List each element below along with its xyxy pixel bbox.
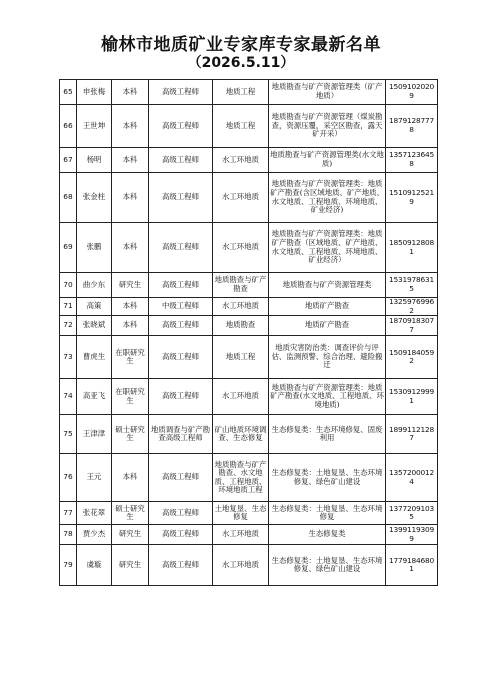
table-row: [60, 173, 438, 223]
education: 本科: [112, 173, 149, 223]
expert-name: 王世坤: [77, 105, 112, 148]
phone-number: 13571236458: [386, 148, 438, 173]
phone-number: 18991121287: [386, 415, 438, 454]
phone-number: 13572000124: [386, 454, 438, 502]
professional-title: 高级工程师: [149, 80, 213, 105]
table-row: [60, 105, 438, 148]
expertise-category: 生态修复类：土地复垦、生态环境修复、绿色矿山建设: [269, 454, 386, 502]
row-number: 71: [60, 298, 77, 316]
specialty-field: 水工环地质: [213, 148, 269, 173]
education: 本科: [112, 80, 149, 105]
table-row: [60, 223, 438, 273]
table-row: [60, 415, 438, 454]
professional-title: 高级工程师: [149, 336, 213, 379]
row-number: 72: [60, 316, 77, 336]
table-row: [60, 273, 438, 298]
page-title: 榆林市地质矿业专家库专家最新名单: [101, 35, 381, 55]
phone-number: 13259769962: [386, 298, 438, 316]
specialty-field: 水工环地质: [213, 545, 269, 586]
phone-number: 15091840592: [386, 336, 438, 379]
education: 研究生: [112, 273, 149, 298]
professional-title: 高级工程师: [149, 379, 213, 415]
specialty-field: 地质勘查与矿产勘查、水文地质、工程地质、环境地质工程: [213, 454, 269, 502]
professional-title: 高级工程师: [149, 105, 213, 148]
expert-name: 曹虎生: [77, 336, 112, 379]
specialty-field: 土地复垦、生态修复: [213, 502, 269, 525]
specialty-field: 地质勘查与矿产勘查: [213, 273, 269, 298]
table-row: [60, 336, 438, 379]
education: 本科: [112, 223, 149, 273]
table-row: [60, 316, 438, 336]
expertise-category: 生态修复类：土地复垦、生态环境修复、绿色矿山建设: [269, 545, 386, 586]
expert-name: 曲少东: [77, 273, 112, 298]
expertise-category: 生态修复类: [269, 525, 386, 545]
row-number: 78: [60, 525, 77, 545]
phone-number: 18509128081: [386, 223, 438, 273]
phone-number: 15109125219: [386, 173, 438, 223]
expert-name: 张花翠: [77, 502, 112, 525]
professional-title: 高级工程师: [149, 545, 213, 586]
phone-number: 15091020209: [386, 80, 438, 105]
expertise-category: 地质勘查与矿产资源管理类(水文地质): [269, 148, 386, 173]
expert-table: [59, 79, 438, 586]
education: 研究生: [112, 545, 149, 586]
row-number: 70: [60, 273, 77, 298]
expertise-category: 生态修复类：生态环境修复、固废利用: [269, 415, 386, 454]
table-row: [60, 148, 438, 173]
specialty-field: 水工环地质: [213, 298, 269, 316]
table-row: [60, 545, 438, 586]
phone-number: 17791846801: [386, 545, 438, 586]
expert-name: 贾少杰: [77, 525, 112, 545]
table-row: [60, 80, 438, 105]
phone-number: 13772091035: [386, 502, 438, 525]
professional-title: 高级工程师: [149, 173, 213, 223]
specialty-field: 矿山地质环境调查、生态修复: [213, 415, 269, 454]
row-number: 67: [60, 148, 77, 173]
education: 硕士研究生: [112, 415, 149, 454]
education: 在职研究生: [112, 336, 149, 379]
row-number: 69: [60, 223, 77, 273]
table-row: [60, 298, 438, 316]
phone-number: 13991193099: [386, 525, 438, 545]
expertise-category: 地质矿产勘查: [269, 316, 386, 336]
expert-name: 张金柱: [77, 173, 112, 223]
expert-name: 张鹏: [77, 223, 112, 273]
professional-title: 中级工程师: [149, 298, 213, 316]
expertise-category: 地质勘查与矿产资源管理类: [269, 273, 386, 298]
expert-name: 高策: [77, 298, 112, 316]
expertise-category: 地质勘查与矿产资源管理类：地质矿产勘查（区域地质、矿产地质、水文地质、工程地质、环境地质、矿业经济）: [269, 223, 386, 273]
expert-name: 申张梅: [77, 80, 112, 105]
specialty-field: 水工环地质: [213, 525, 269, 545]
expert-name: 杨明: [77, 148, 112, 173]
expertise-category: 地质矿产勘查: [269, 298, 386, 316]
education: 本科: [112, 298, 149, 316]
phone-number: 18709183077: [386, 316, 438, 336]
education: 硕士研究生: [112, 502, 149, 525]
expert-name: 王津津: [77, 415, 112, 454]
education: 本科: [112, 105, 149, 148]
education: 本科: [112, 148, 149, 173]
row-number: 66: [60, 105, 77, 148]
table-row: [60, 454, 438, 502]
expertise-category: 地质勘查与矿产资源管理（煤炭勘查，资源压覆，采空区勘查，露天矿开采）: [269, 105, 386, 148]
education: 本科: [112, 316, 149, 336]
education: 研究生: [112, 525, 149, 545]
phone-number: 15319786315: [386, 273, 438, 298]
expert-name: 王元: [77, 454, 112, 502]
professional-title: 高级工程师: [149, 316, 213, 336]
professional-title: 高级工程师: [149, 148, 213, 173]
phone-number: 18791287778: [386, 105, 438, 148]
professional-title: 高级工程师: [149, 502, 213, 525]
professional-title: 高级工程师: [149, 525, 213, 545]
professional-title: 高级工程师: [149, 223, 213, 273]
row-number: 77: [60, 502, 77, 525]
professional-title: 高级工程师: [149, 454, 213, 502]
row-number: 75: [60, 415, 77, 454]
professional-title: 高级工程师: [149, 273, 213, 298]
specialty-field: 水工环地质: [213, 173, 269, 223]
specialty-field: 水工环地质: [213, 223, 269, 273]
specialty-field: 地质工程: [213, 105, 269, 148]
professional-title: 地质调查与矿产勘查高级工程师: [149, 415, 213, 454]
education: 在职研究生: [112, 379, 149, 415]
expertise-category: 生态修复类：土地复垦、生态环境修复: [269, 502, 386, 525]
row-number: 76: [60, 454, 77, 502]
row-number: 73: [60, 336, 77, 379]
table-row: [60, 525, 438, 545]
table-row: [60, 502, 438, 525]
row-number: 74: [60, 379, 77, 415]
expertise-category: 地质勘查与矿产资源管理类：地质矿产勘查(水文地质、工程地质、环境地质): [269, 379, 386, 415]
specialty-field: 地质工程: [213, 336, 269, 379]
expertise-category: 地质勘查与矿产资源管理类（矿产地质）: [269, 80, 386, 105]
expertise-category: 地质灾害防治类：调查评价与评估、监测预警、综合治理、避险搬迁: [269, 336, 386, 379]
phone-number: 15309129991: [386, 379, 438, 415]
table-row: [60, 379, 438, 415]
expert-name: 张晓斌: [77, 316, 112, 336]
expertise-category: 地质勘查与矿产资源管理类：地质矿产勘查(含区域地质、矿产地质、水文地质、工程地质、环境地质、矿业经济): [269, 173, 386, 223]
expert-name: 高亚飞: [77, 379, 112, 415]
specialty-field: 地质勘查: [213, 316, 269, 336]
expert-name: 虞璇: [77, 545, 112, 586]
specialty-field: 水工环地质: [213, 379, 269, 415]
row-number: 79: [60, 545, 77, 586]
page-date: （2026.5.11）: [187, 55, 295, 71]
row-number: 65: [60, 80, 77, 105]
row-number: 68: [60, 173, 77, 223]
specialty-field: 地质工程: [213, 80, 269, 105]
education: 本科: [112, 454, 149, 502]
